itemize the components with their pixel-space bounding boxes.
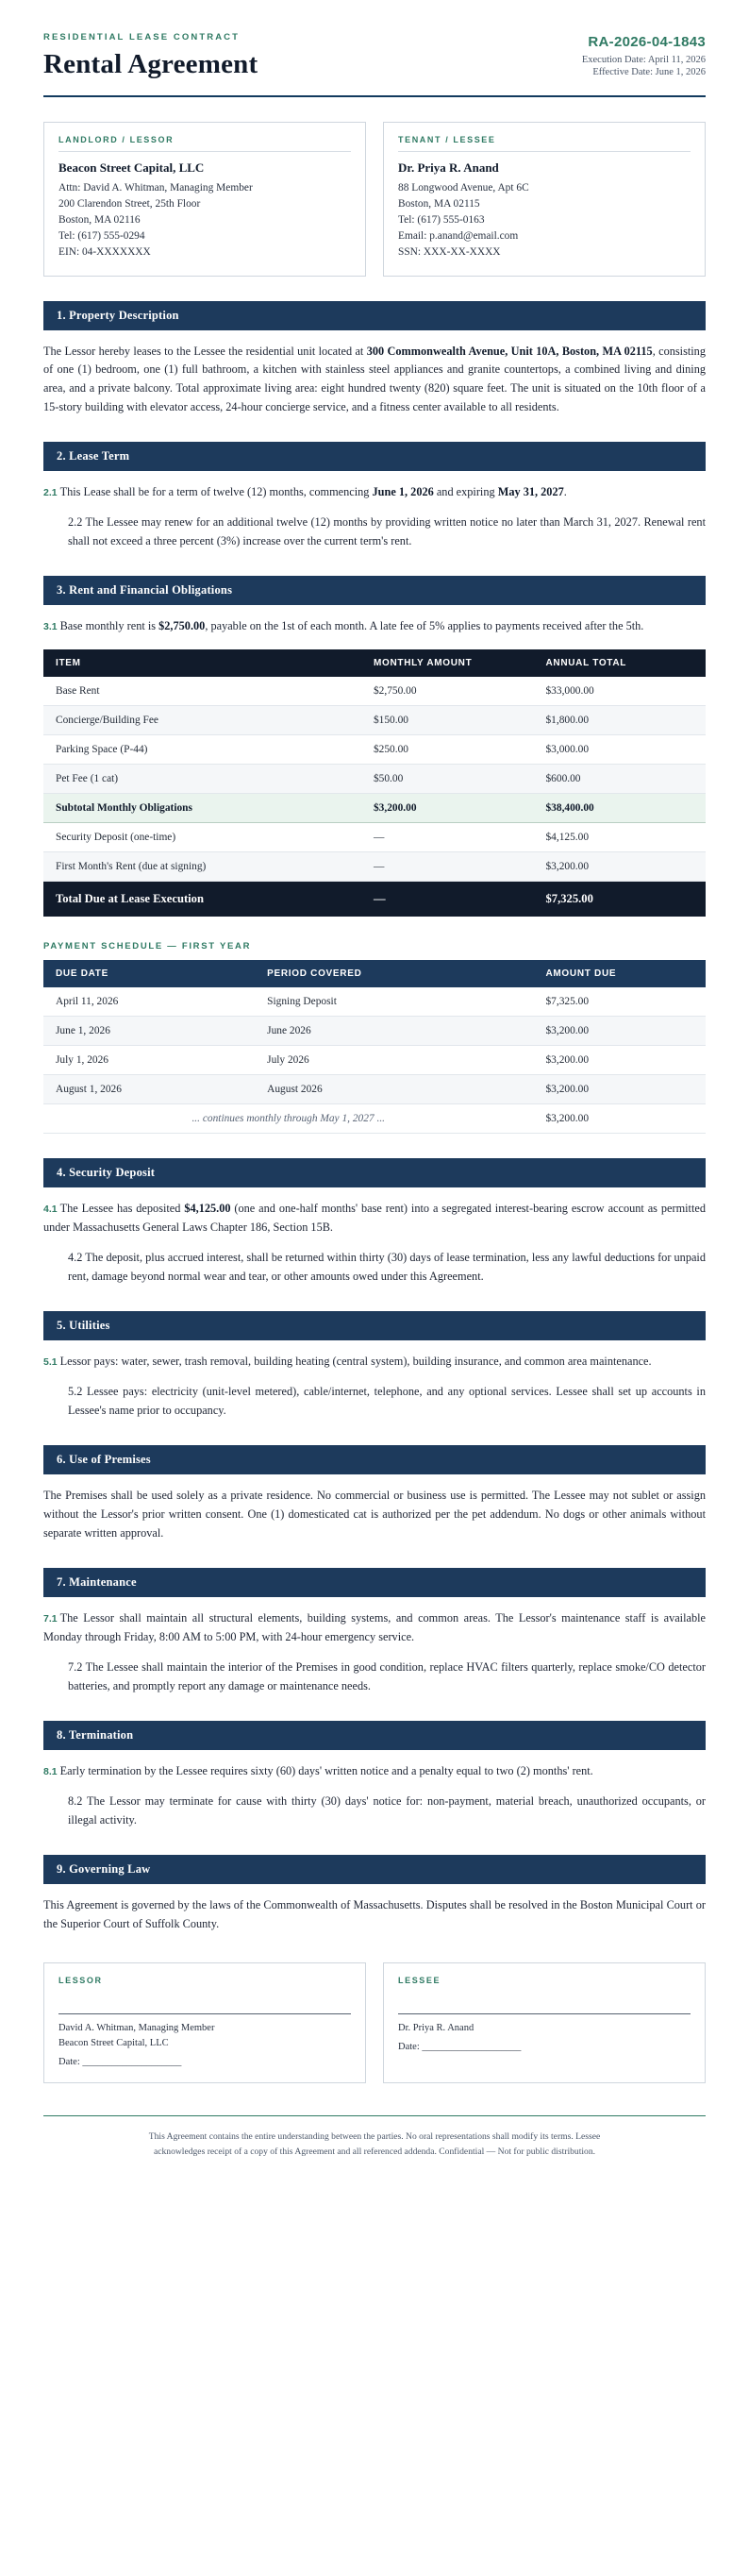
termination-clause-2: 8.2 The Lessor may terminate for cause with thirty (30) days' notice for: non-payment, material breach, unauthorized occupants, or illegal activity.: [68, 1793, 706, 1827]
maintenance-clause-1: [43, 1609, 706, 1647]
cell-item: Total Due at Lease Execution: [43, 882, 361, 918]
cell-monthly: —: [361, 823, 534, 852]
table-row: [43, 677, 706, 706]
cell-period: July 2026: [255, 1046, 533, 1075]
table-header-row: [43, 960, 706, 987]
section-heading-termination: 8. Termination: [43, 1721, 706, 1750]
clause-number: 8.1: [43, 1765, 58, 1777]
section-heading-use: 6. Use of Premises: [43, 1445, 706, 1474]
cell-period: August 2026: [255, 1075, 533, 1104]
cell-amount: $3,200.00: [533, 1017, 706, 1046]
cell-period: Signing Deposit: [255, 987, 533, 1017]
lessor-signature-box[interactable]: [43, 1962, 366, 2084]
cell-monthly: $150.00: [361, 706, 534, 735]
col-due-date: DUE DATE: [43, 960, 255, 987]
clause-number: 3.1: [43, 621, 58, 633]
property-text-pre: The Lessor hereby leases to the Lessee the residential unit located at: [43, 344, 367, 358]
tenant-box: [383, 122, 706, 277]
cell-item: Base Rent: [43, 677, 361, 706]
col-annual: ANNUAL TOTAL: [533, 649, 706, 677]
cell-due-date: July 1, 2026: [43, 1046, 255, 1075]
term-end-date: May 31, 2027: [497, 485, 564, 499]
cell-item: Security Deposit (one-time): [43, 823, 361, 852]
landlord-line: 200 Clarendon Street, 25th Floor: [58, 198, 201, 210]
term-clause-1: [43, 483, 706, 502]
tenant-line: Boston, MA 02115: [398, 198, 480, 210]
term-start-date: June 1, 2026: [372, 485, 434, 499]
table-row: [43, 1017, 706, 1046]
cell-monthly: $250.00: [361, 735, 534, 765]
section-heading-utilities: 5. Utilities: [43, 1311, 706, 1340]
page-title: Rental Agreement: [43, 49, 258, 79]
payment-schedule-label: PAYMENT SCHEDULE — FIRST YEAR: [43, 941, 252, 952]
parties-section: [43, 122, 706, 277]
lessor-company: Beacon Street Capital, LLC: [58, 2037, 169, 2048]
table-row: [43, 987, 706, 1017]
deposit-clause-pre: The Lessee has deposited: [59, 1202, 185, 1216]
landlord-line: EIN: 04-XXXXXXX: [58, 246, 151, 259]
financial-obligations-table: [43, 649, 706, 917]
cell-annual: $3,000.00: [533, 735, 706, 765]
cell-due-date: April 11, 2026: [43, 987, 255, 1017]
cell-item: First Month's Rent (due at signing): [43, 852, 361, 882]
lessor-role-label: LESSOR: [58, 1975, 103, 1985]
cell-annual: $33,000.00: [533, 677, 706, 706]
cell-monthly: $2,750.00: [361, 677, 534, 706]
section-heading-maintenance: 7. Maintenance: [43, 1568, 706, 1597]
document-footer: [43, 2115, 706, 2184]
document-header: [43, 32, 706, 97]
lessee-signature-line[interactable]: [398, 2013, 691, 2014]
rent-clause-pre: Base monthly rent is: [59, 619, 159, 633]
col-monthly: MONTHLY AMOUNT: [361, 649, 534, 677]
footer-line-2: acknowledges receipt of a copy of this Agreement and all referenced addenda. Confidential — Not for public distribution.: [153, 2146, 596, 2157]
term-clause-1-post: .: [563, 485, 567, 499]
cell-item: Parking Space (P-44): [43, 735, 361, 765]
tenant-line: Email: p.anand@email.com: [398, 230, 519, 243]
term-clause-1-pre: This Lease shall be for a term of twelve (12) months, commencing: [59, 485, 373, 499]
lessee-signature-box[interactable]: [383, 1962, 706, 2084]
tenant-line: SSN: XXX-XX-XXXX: [398, 246, 501, 259]
cell-monthly: —: [361, 852, 534, 882]
col-period: PERIOD COVERED: [255, 960, 533, 987]
base-rent-amount: $2,750.00: [158, 619, 206, 633]
landlord-line: Tel: (617) 555-0294: [58, 230, 145, 243]
signature-section: [43, 1962, 706, 2084]
clause-number: 5.1: [43, 1356, 58, 1369]
deposit-clause-2: 4.2 The deposit, plus accrued interest, shall be returned within thirty (30) days of lease termination, less any lawful deductions for unpaid rent, damage beyond normal wear and tear, or other amounts owed under this Agreement.: [68, 1251, 706, 1284]
header-right: [582, 32, 706, 77]
cell-monthly: —: [361, 882, 534, 918]
deposit-amount: $4,125.00: [184, 1202, 231, 1216]
property-text-post: , consisting of one (1) bedroom, one (1) full bathroom, a kitchen with stainless steel appliances and granite countertops, a combined living and dining area, and a private balcony. Total approximate living area: eight hundred twenty (820) square feet. The unit is situated on the 10th floor of a 15-story building with elevator access, 24-hour concierge service, and a fitness center available to all residents.: [43, 344, 706, 414]
term-clause-1-mid: and expiring: [433, 485, 498, 499]
cell-monthly: $3,200.00: [361, 794, 534, 823]
table-header-row: [43, 649, 706, 677]
clause-number: 2.1: [43, 487, 58, 499]
cell-annual: $600.00: [533, 765, 706, 794]
utilities-clause-1: [43, 1353, 706, 1372]
table-row: [43, 823, 706, 852]
cell-amount: $3,200.00: [533, 1046, 706, 1075]
header-left: [43, 32, 258, 80]
cell-annual: $3,200.00: [533, 852, 706, 882]
landlord-box: [43, 122, 366, 277]
clause-number: 4.1: [43, 1204, 58, 1216]
term-clause-2: 2.2 The Lessee may renew for an additional twelve (12) months by providing written notice no later than March 31, 2027. Renewal rent shall not exceed a three percent (3%) increase over the current term's rent.: [68, 515, 706, 548]
tenant-line: Tel: (617) 555-0163: [398, 214, 485, 227]
section-heading-rent: 3. Rent and Financial Obligations: [43, 576, 706, 605]
cell-due-date: June 1, 2026: [43, 1017, 255, 1046]
rent-clause-1: [43, 617, 706, 636]
col-item: ITEM: [43, 649, 361, 677]
property-description-paragraph: [43, 343, 706, 418]
contract-number: RA-2026-04-1843: [588, 34, 706, 50]
effective-date: Effective Date: June 1, 2026: [592, 67, 706, 77]
cell-amount: $7,325.00: [533, 987, 706, 1017]
deposit-clause-post: (one and one-half months' base rent) into a segregated interest-bearing escrow account as permitted under Massachusetts General Laws Chapter 186, Section 15B.: [43, 1202, 706, 1234]
lessor-signer-name: David A. Whitman, Managing Member: [58, 2022, 215, 2033]
continuation-label: ... continues monthly through May 1, 2027 ...: [43, 1104, 533, 1134]
cell-annual: $1,800.00: [533, 706, 706, 735]
tenant-role-label: TENANT / LESSEE: [398, 135, 691, 152]
property-address: 300 Commonwealth Avenue, Unit 10A, Boston, MA 02115: [366, 344, 653, 358]
footer-line-1: This Agreement contains the entire understanding between the parties. No oral representations shall modify its terms. Lessee: [148, 2131, 601, 2143]
tenant-name: Dr. Priya R. Anand: [398, 160, 499, 175]
clause-number: 7.1: [43, 1612, 58, 1625]
table-row: [43, 765, 706, 794]
table-row: [43, 735, 706, 765]
maintenance-clause-1-text: The Lessor shall maintain all structural elements, building systems, and common areas. The Lessor's maintenance staff is available Monday through Friday, 8:00 AM to 5:00 PM, with 24-hour emergency service.: [43, 1610, 706, 1643]
lessor-signature-line[interactable]: [58, 2013, 351, 2014]
cell-monthly: $50.00: [361, 765, 534, 794]
table-row: [43, 1046, 706, 1075]
deposit-clause-1: [43, 1200, 706, 1237]
cell-item: Pet Fee (1 cat): [43, 765, 361, 794]
execution-date: Execution Date: April 11, 2026: [581, 55, 706, 65]
termination-clause-1-text: Early termination by the Lessee requires sixty (60) days' written notice and a penalty equal to two (2) months' rent.: [59, 1763, 593, 1777]
table-row: [43, 852, 706, 882]
section-heading-governing-law: 9. Governing Law: [43, 1855, 706, 1884]
landlord-name: Beacon Street Capital, LLC: [58, 160, 205, 175]
table-row: [43, 706, 706, 735]
termination-clause-1: [43, 1762, 706, 1781]
cell-amount: $3,200.00: [533, 1075, 706, 1104]
landlord-role-label: LANDLORD / LESSOR: [58, 135, 351, 152]
use-paragraph: The Premises shall be used solely as a private residence. No commercial or business use is permitted. The Lessee may not sublet or assign without the Lessor's prior written consent. One (1) domesticated cat is authorized per the pet addendum. No dogs or other animals without separate written approval.: [43, 1489, 706, 1540]
cell-annual: $4,125.00: [533, 823, 706, 852]
utilities-clause-2: 5.2 Lessee pays: electricity (unit-level metered), cable/internet, telephone, and any optional services. Lessee shall set up accounts in Lessee's name prior to occupancy.: [68, 1385, 706, 1418]
cell-due-date: August 1, 2026: [43, 1075, 255, 1104]
table-row-total: [43, 882, 706, 918]
cell-period: June 2026: [255, 1017, 533, 1046]
landlord-line: Boston, MA 02116: [58, 214, 141, 227]
payment-schedule-table: [43, 960, 706, 1134]
governing-law-paragraph: This Agreement is governed by the laws of the Commonwealth of Massachusetts. Disputes shall be resolved in the Boston Municipal Court or the Superior Court of Suffolk County.: [43, 1897, 706, 1930]
utilities-clause-1-text: Lessor pays: water, sewer, trash removal, building heating (central system), building insurance, and common area maintenance.: [59, 1355, 652, 1369]
table-row-subtotal: [43, 794, 706, 823]
rent-clause-post: , payable on the 1st of each month. A late fee of 5% applies to payments received after the 5th.: [205, 619, 644, 633]
maintenance-clause-2: 7.2 The Lessee shall maintain the interior of the Premises in good condition, replace HVAC filters quarterly, replace smoke/CO detector batteries, and promptly report any damage or maintenance needs.: [68, 1659, 706, 1692]
col-amount: AMOUNT DUE: [533, 960, 706, 987]
lessee-signer-name: Dr. Priya R. Anand: [398, 2022, 474, 2033]
cell-annual: $38,400.00: [533, 794, 706, 823]
landlord-line: Attn: David A. Whitman, Managing Member: [58, 182, 253, 194]
table-row-continuation: [43, 1104, 706, 1134]
lessor-date-field[interactable]: Date: ____________________: [58, 2057, 182, 2068]
section-heading-deposit: 4. Security Deposit: [43, 1158, 706, 1187]
cell-amount: $3,200.00: [533, 1104, 706, 1134]
lessee-date-field[interactable]: Date: ____________________: [398, 2041, 522, 2052]
tenant-line: 88 Longwood Avenue, Apt 6C: [398, 182, 529, 194]
cell-item: Concierge/Building Fee: [43, 706, 361, 735]
lessee-role-label: LESSEE: [398, 1975, 441, 1985]
table-row: [43, 1075, 706, 1104]
document-eyebrow: RESIDENTIAL LEASE CONTRACT: [43, 32, 241, 42]
cell-annual: $7,325.00: [533, 882, 706, 918]
section-heading-term: 2. Lease Term: [43, 442, 706, 471]
cell-item: Subtotal Monthly Obligations: [43, 794, 361, 823]
section-heading-property: 1. Property Description: [43, 301, 706, 330]
